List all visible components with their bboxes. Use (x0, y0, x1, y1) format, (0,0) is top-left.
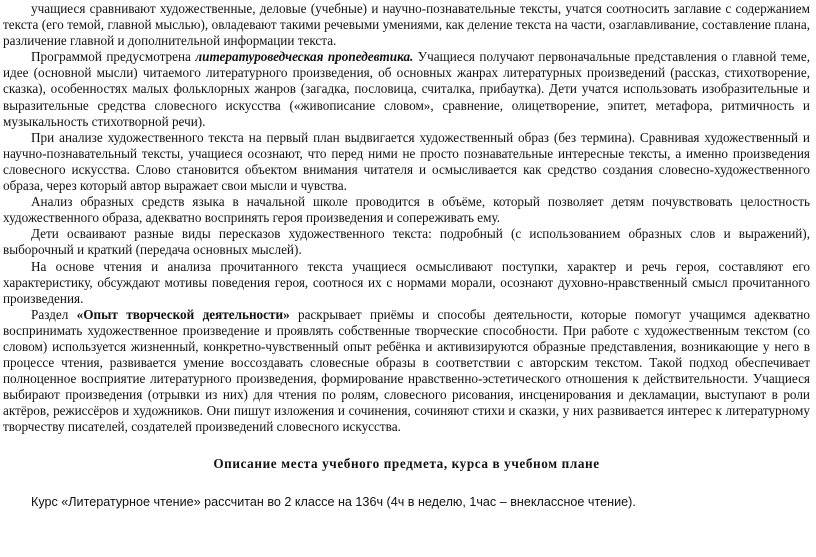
paragraph-text: Программой предусмотрена (31, 49, 196, 65)
course-hours-line: Курс «Литературное чтение» рассчитан во 2 классе на 136ч (4ч в неделю, 1час – внеклассное чтение). (31, 494, 636, 509)
paragraph-artistic-image: При анализе художественного текста на первый план выдвигается художественный образ (без термина). Сравнивая художественный и научно-познавательный тексты, учащиеся осознают, что перед ними не просто познавательные интересные тексты, а именно произведения словесного искусства. Слово становится объектом внимания читателя и осмысливается как средство создания словесно-художественного образа, через который автор выражает свои мысли и чувства. (3, 129, 810, 194)
paragraph-text: Раздел (31, 306, 77, 322)
paragraph-text-comparison: учащиеся сравнивают художественные, деловые (учебные) и научно-познавательные тексты, учатся соотносить заглавие с содержанием текста (его темой, главной мыслью), овладевают такими речевыми умениями, как деление текста на части, озаглавливание, составление плана, различение главной и дополнительной информации текста. (3, 1, 810, 49)
paragraph-retelling: Дети осваивают разные виды пересказов художественного текста: подробный (с использованием образных слов и выражений), выборочный и краткий (передача основных мыслей). (3, 226, 810, 258)
paragraph-literary-propaedeutics (3, 49, 810, 129)
paragraph-text: Учащиеся получают первоначальные представления о главной теме, идее (основной мысли) читаемого литературного произведения, об основных жанрах литературных произведений (рассказ, стихотворение, сказка), особенностях малых фольклорных жанров (загадка, пословица, считалка, прибаутка). Дети учатся использовать изобразительные и выразительные средства словесного искусства («живописание словом», сравнение, олицетворение, эпитет, метафора, ритмичность и музыкальность стихотворной речи). (3, 49, 810, 129)
section-heading: Описание места учебного предмета, курса в учебном плане (213, 455, 600, 471)
paragraph-text: раскрывает приёмы и способы деятельности, которые помогут учащимся адекватно воспринимать художественное произведение и проявлять собственные творческие способности. При работе с художественным текстом (со словом) используется жизненный, конкретно-чувственный опыт ребёнка и активизируются образные представления, возникающие у него в процессе чтения, развивается умение воссоздавать словесные образы в соответствии с авторским текстом. Такой подход обеспечивает полноценное восприятие литературного произведения, формирование нравственно-эстетического отношения к действительности. Учащиеся выбирают произведения (отрывки из них) для чтения по ролям, словесного рисования, инсценирования и декламации, выступают в роли актёров, режиссёров и художников. Они пишут изложения и сочинения, сочиняют стихи и сказки, у них развивается интерес к литературному творчеству писателей, создателей произведений словесного искусства. (3, 306, 810, 435)
paragraph-figurative-means: Анализ образных средств языка в начальной школе проводится в объёме, который позволяет детям почувствовать целостность художественного образа, адекватно воспринять героя произведения и сопереживать ему. (3, 194, 810, 226)
emphasis-creative-section: «Опыт творческой деятельности» (76, 306, 290, 322)
emphasis-literary-propaedeutics: литературоведческая пропедевтика. (195, 49, 414, 65)
paragraph-creative-activity (3, 307, 810, 436)
paragraph-hero-analysis: На основе чтения и анализа прочитанного текста учащиеся осмысливают поступки, характер и речь героя, составляют его характеристику, обсуждают мотивы поведения героя, соотнося их с нормами морали, осознают духовно-нравственный смысл прочитанного произведения. (3, 258, 810, 306)
